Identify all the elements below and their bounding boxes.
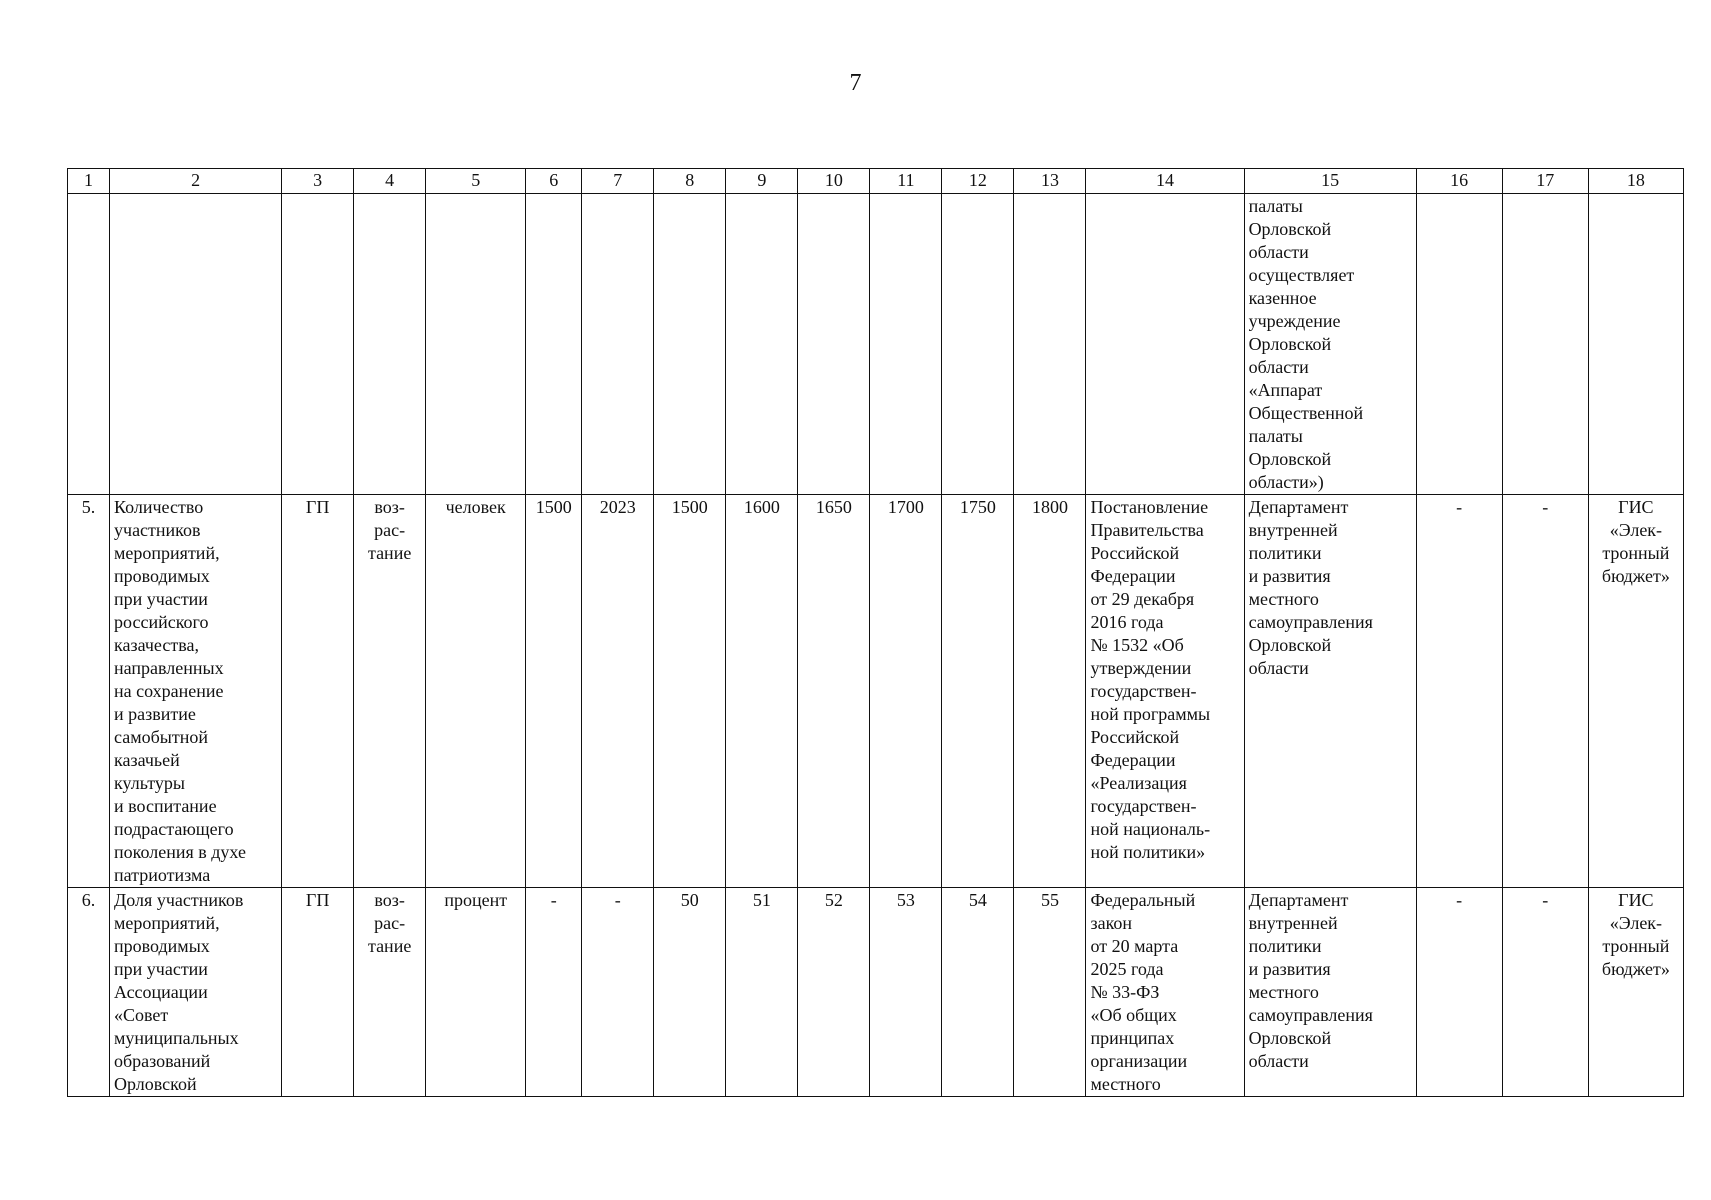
cell-base-value: -	[526, 888, 582, 1097]
table-row-6	[68, 888, 1684, 1097]
cell-document: Федеральный закон от 20 марта 2025 года № 33-ФЗ «Об общих принципах организации местного	[1086, 888, 1244, 1097]
cell-value	[654, 194, 726, 495]
cell-value: 1800	[1014, 495, 1086, 888]
cell-c17: -	[1502, 495, 1588, 888]
cell-indicator-name: Доля участников мероприятий, проводимых при участии Ассоциации «Совет муниципальных образований Орловской	[110, 888, 282, 1097]
cell-c17: -	[1502, 888, 1588, 1097]
column-header: 16	[1416, 169, 1502, 194]
column-header: 7	[582, 169, 654, 194]
column-header: 3	[282, 169, 354, 194]
cell-trend: воз- рас- тание	[354, 888, 426, 1097]
cell-c16: -	[1416, 888, 1502, 1097]
cell-responsible: палаты Орловской области осуществляет казенное учреждение Орловской области «Аппарат Общественной палаты Орловской области»)	[1244, 194, 1416, 495]
cell-value: 51	[726, 888, 798, 1097]
cell-value: 50	[654, 888, 726, 1097]
column-header: 5	[426, 169, 526, 194]
cell-number: 5.	[68, 495, 110, 888]
column-header: 14	[1086, 169, 1244, 194]
cell-value: 55	[1014, 888, 1086, 1097]
cell-system: ГИС «Элек- тронный бюджет»	[1588, 495, 1683, 888]
cell-value: 54	[942, 888, 1014, 1097]
indicator-table	[67, 168, 1684, 1097]
column-header: 10	[798, 169, 870, 194]
cell-unit	[426, 194, 526, 495]
cell-value	[1014, 194, 1086, 495]
column-header: 12	[942, 169, 1014, 194]
cell-base-year: 2023	[582, 495, 654, 888]
cell-base-year	[582, 194, 654, 495]
cell-number	[68, 194, 110, 495]
column-header: 18	[1588, 169, 1683, 194]
cell-responsible: Департамент внутренней политики и развития местного самоуправления Орловской области	[1244, 888, 1416, 1097]
column-header: 2	[110, 169, 282, 194]
column-header: 17	[1502, 169, 1588, 194]
cell-unit: процент	[426, 888, 526, 1097]
column-header: 9	[726, 169, 798, 194]
cell-value	[726, 194, 798, 495]
cell-base-year: -	[582, 888, 654, 1097]
column-header: 1	[68, 169, 110, 194]
cell-level	[282, 194, 354, 495]
cell-value	[870, 194, 942, 495]
cell-base-value: 1500	[526, 495, 582, 888]
cell-c16: -	[1416, 495, 1502, 888]
cell-indicator-name	[110, 194, 282, 495]
cell-number: 6.	[68, 888, 110, 1097]
cell-document	[1086, 194, 1244, 495]
cell-value: 1700	[870, 495, 942, 888]
column-header: 8	[654, 169, 726, 194]
column-header: 4	[354, 169, 426, 194]
cell-c17	[1502, 194, 1588, 495]
column-number-row	[68, 169, 1684, 194]
column-header: 13	[1014, 169, 1086, 194]
cell-value	[798, 194, 870, 495]
cell-document: Постановление Правительства Российской Федерации от 29 декабря 2016 года № 1532 «Об утверждении государствен- ной программы Российской Федерации «Реализация государствен- ной националь- ной политики»	[1086, 495, 1244, 888]
cell-unit: человек	[426, 495, 526, 888]
cell-value: 1600	[726, 495, 798, 888]
page-number: 7	[849, 70, 862, 96]
cell-trend	[354, 194, 426, 495]
cell-base-value	[526, 194, 582, 495]
cell-trend: воз- рас- тание	[354, 495, 426, 888]
table-row-5	[68, 495, 1684, 888]
column-header: 11	[870, 169, 942, 194]
cell-value: 52	[798, 888, 870, 1097]
cell-value: 1650	[798, 495, 870, 888]
cell-value: 1750	[942, 495, 1014, 888]
cell-level: ГП	[282, 495, 354, 888]
column-header: 6	[526, 169, 582, 194]
cell-c16	[1416, 194, 1502, 495]
cell-responsible: Департамент внутренней политики и развития местного самоуправления Орловской области	[1244, 495, 1416, 888]
column-header: 15	[1244, 169, 1416, 194]
cell-level: ГП	[282, 888, 354, 1097]
cell-value: 1500	[654, 495, 726, 888]
cell-system	[1588, 194, 1683, 495]
cell-value	[942, 194, 1014, 495]
cell-system: ГИС «Элек- тронный бюджет»	[1588, 888, 1683, 1097]
cell-indicator-name: Количество участников мероприятий, проводимых при участии российского казачества, направленных на сохранение и развитие самобытной казачьей культуры и воспитание подрастающего поколения в духе патриотизма	[110, 495, 282, 888]
cell-value: 53	[870, 888, 942, 1097]
table-row-continuation	[68, 194, 1684, 495]
